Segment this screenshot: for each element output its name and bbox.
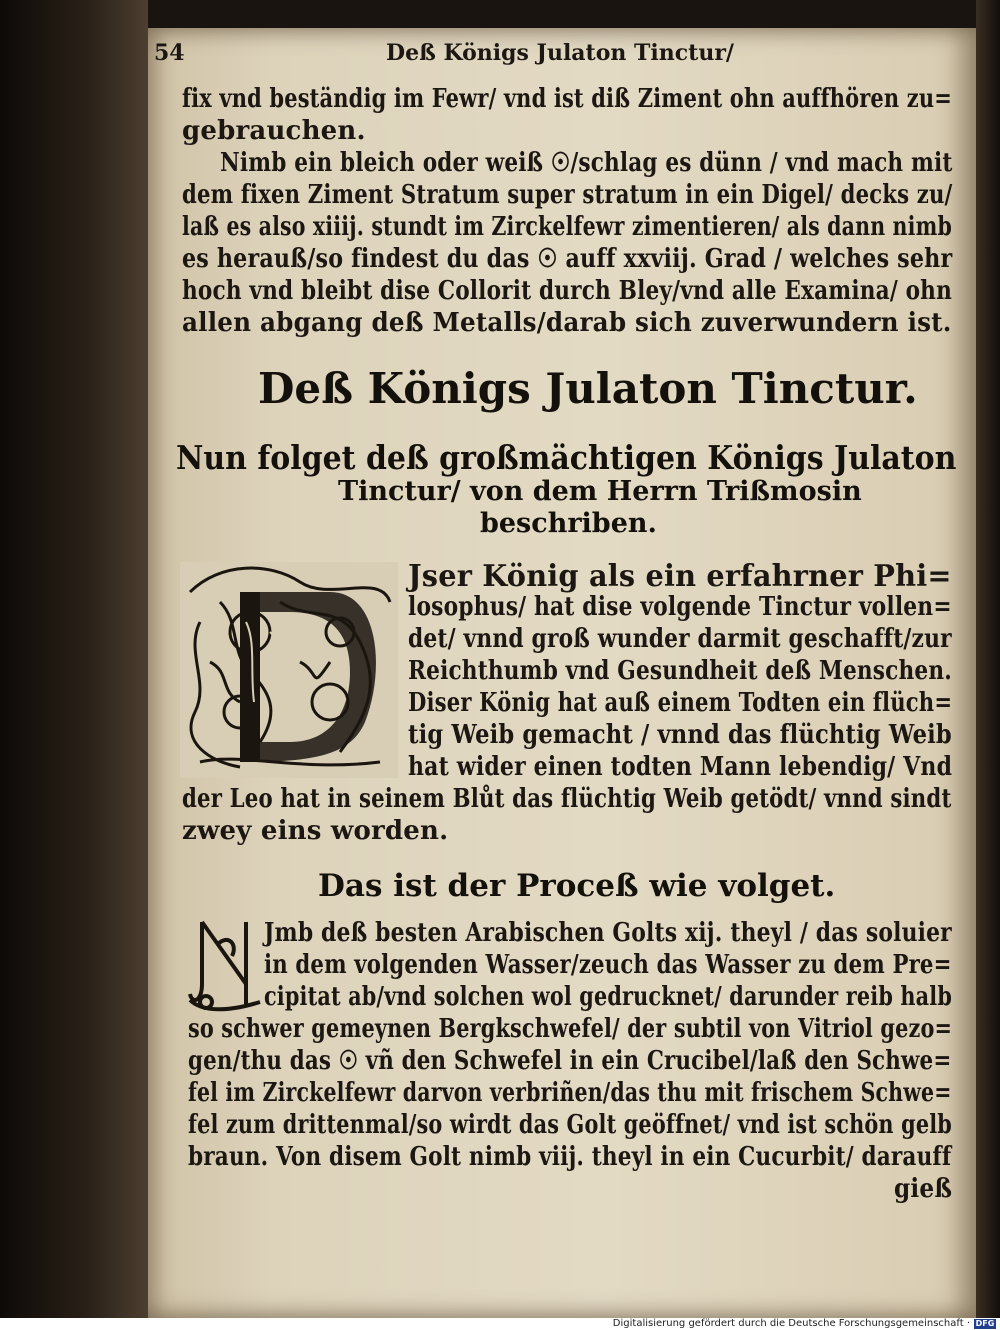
chapter-title: Deß Königs Julaton Tinctur. — [258, 364, 918, 413]
text-line: hoch vnd bleibt dise Collorit durch Bley/vnd alle Examina/ ohn — [182, 276, 952, 306]
text-line: Jmb deß besten Arabischen Golts xij. theyl / das soluier — [264, 918, 952, 948]
decorated-initial-d — [180, 562, 398, 778]
text-line: tig Weib gemacht / vnnd das flüchtig Weib — [408, 720, 952, 750]
text-line: es herauß/so findest du das ☉ auff xxviij. Grad / welches sehr — [182, 244, 953, 274]
catchword: gieß — [894, 1174, 953, 1204]
text-line: zwey eins worden. — [182, 816, 449, 846]
text-line: fel zum drittenmal/so wirdt das Golt geöffnet/ vnd ist schön gelb — [188, 1110, 952, 1140]
text-line: so schwer gemeynen Bergkschwefel/ der subtil von Vitriol gezo= — [188, 1014, 953, 1044]
text-line: allen abgang deß Metalls/darab sich zuverwundern ist. — [182, 308, 952, 338]
text-line: Jser König als ein erfahrner Phi= — [408, 559, 952, 594]
text-line: braun. Von disem Golt nimb viij. theyl in ein Cucurbit/ darauff — [188, 1142, 952, 1172]
text-line: laß es also xiiij. stundt im Zirckelfewr zimentieren/ als dann nimb — [182, 212, 952, 242]
text-line: det/ vnnd groß wunder darmit geschafft/zur — [408, 624, 952, 654]
text-line: gen/thu das ☉ vñ den Schwefel in ein Crucibel/laß den Schwe= — [188, 1046, 952, 1076]
text-line: losophus/ hat dise volgende Tinctur vollen= — [408, 592, 952, 622]
text-line: Nimb ein bleich oder weiß ☉/schlag es dünn / vnd mach mit — [220, 148, 953, 178]
running-title: Deß Königs Julaton Tinctur/ — [386, 40, 734, 66]
text-line: fel im Zirckelfewr darvon verbriñen/das thu mit frischem Schwe= — [188, 1078, 952, 1108]
digitization-credit: Digitalisierung gefördert durch die Deutsche Forschungsgemeinschaft · — [612, 1318, 970, 1329]
ornament-initial-icon — [180, 562, 398, 778]
text-line: dem fixen Ziment Stratum super stratum in ein Digel/ decks zu/ — [182, 180, 953, 210]
text-line: hat wider einen todten Mann lebendig/ Vnd — [408, 752, 953, 782]
text-line: gebrauchen. — [182, 116, 366, 146]
text-line: in dem volgenden Wasser/zeuch das Wasser zu dem Pre= — [264, 950, 952, 980]
ornament-initial-icon — [188, 914, 264, 1012]
footer-bar — [0, 1318, 1000, 1330]
text-line: Diser König hat auß einem Todten ein flüch= — [408, 688, 953, 718]
text-line: fix vnd beständig im Fewr/ vnd ist diß Ziment ohn auffhören zu= — [182, 84, 952, 114]
facing-page-edge — [0, 0, 148, 1318]
text-line: der Leo hat in seinem Blůt das flüchtig Weib getödt/ vnnd sindt — [182, 784, 952, 814]
section-heading: Das ist der Proceß wie volget. — [318, 868, 836, 904]
page-header — [154, 40, 954, 72]
subtitle-line-2: Tinctur/ von dem Herrn Trißmosin — [338, 476, 862, 507]
text-line: cipitat ab/vnd solchen wol gedrucknet/ darunder reib halb — [264, 982, 953, 1012]
decorated-initial-n — [188, 914, 264, 1012]
book-binding-edge — [976, 0, 1000, 1318]
text-line: Reichthumb vnd Gesundheit deß Menschen. — [408, 656, 952, 686]
dfg-logo: DFG — [975, 1319, 995, 1328]
subtitle-line-1: Nun folget deß großmächtigen Königs Julaton — [176, 438, 957, 477]
page-number: 54 — [154, 40, 185, 66]
subtitle-line-3: beschriben. — [480, 508, 657, 539]
